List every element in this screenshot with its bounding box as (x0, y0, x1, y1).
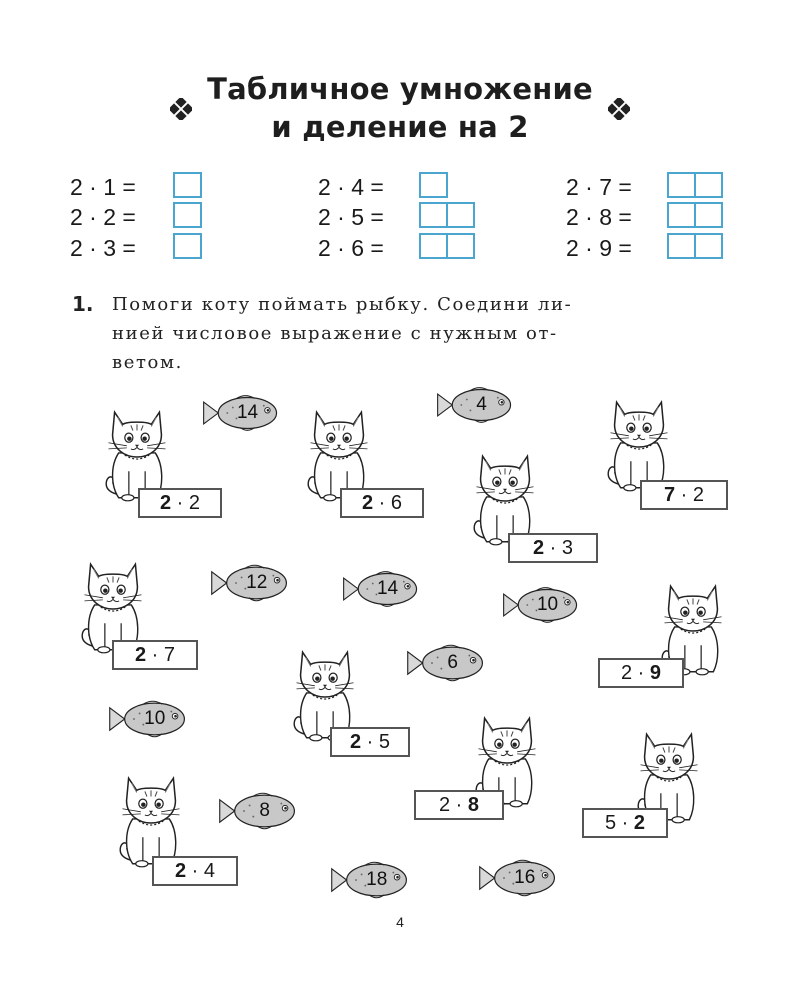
equation-expression: 2 · 3 = (70, 235, 136, 261)
answer-box[interactable] (419, 202, 475, 228)
fish-answer: 14 (376, 578, 399, 599)
expression-card[interactable] (152, 856, 238, 886)
fish-answer: 10 (536, 594, 559, 615)
card-operator: · (373, 492, 391, 514)
expression-card[interactable] (340, 488, 424, 518)
answer-box-divider (694, 204, 696, 226)
card-operand-1: 2 (159, 492, 172, 514)
expression-card[interactable] (640, 480, 728, 510)
page-number: 4 (396, 914, 404, 930)
card-operator: · (544, 537, 562, 559)
expression-card[interactable] (508, 533, 598, 563)
card-operand-2: 2 (692, 484, 705, 506)
card-operator: · (171, 492, 189, 514)
card-operand-1: 2 (620, 662, 633, 684)
card-operand-2: 8 (467, 794, 480, 816)
card-operand-2: 4 (203, 860, 216, 882)
answer-box-divider (694, 235, 696, 257)
fish-answer: 18 (366, 869, 388, 890)
fish-answer: 14 (236, 402, 259, 423)
equation-expression: 2 · 6 = (318, 235, 384, 261)
answer-box[interactable] (667, 202, 723, 228)
card-operator: · (361, 731, 379, 753)
answer-box[interactable] (667, 172, 723, 198)
card-operator: · (675, 484, 693, 506)
answer-box-divider (446, 235, 448, 257)
fish-answer: 8 (259, 800, 270, 821)
card-operand-1: 2 (174, 860, 187, 882)
card-operator: · (450, 794, 468, 816)
fish-answer: 16 (514, 867, 536, 888)
equation-expression: 2 · 7 = (566, 174, 632, 200)
card-operator: · (616, 812, 634, 834)
answer-box[interactable] (667, 233, 723, 259)
card-operand-1: 2 (438, 794, 451, 816)
expression-card[interactable] (112, 640, 198, 670)
expression-card[interactable] (330, 727, 410, 757)
equation-expression: 2 · 2 = (70, 204, 136, 230)
card-operand-1: 5 (604, 812, 617, 834)
expression-card[interactable] (138, 488, 222, 518)
answer-box[interactable] (419, 172, 448, 198)
equation-expression: 2 · 5 = (318, 204, 384, 230)
answer-box[interactable] (173, 172, 202, 198)
answer-box[interactable] (173, 202, 202, 228)
fish-answer: 6 (447, 652, 458, 673)
answer-box-divider (446, 204, 448, 226)
answer-box-divider (694, 174, 696, 196)
task-number: 1. (72, 292, 94, 316)
card-operand-2: 7 (163, 644, 176, 666)
card-operand-2: 6 (390, 492, 403, 514)
answer-box[interactable] (173, 233, 202, 259)
card-operand-2: 5 (378, 731, 391, 753)
card-operand-2: 9 (649, 662, 662, 684)
card-operand-1: 2 (349, 731, 362, 753)
card-operator: · (632, 662, 650, 684)
card-operand-1: 2 (134, 644, 147, 666)
expression-card[interactable] (598, 658, 684, 688)
card-operand-2: 3 (561, 537, 574, 559)
card-operand-1: 7 (663, 484, 676, 506)
card-operand-1: 2 (361, 492, 374, 514)
card-operator: · (186, 860, 204, 882)
card-operand-2: 2 (633, 812, 646, 834)
expression-card[interactable] (414, 790, 504, 820)
equation-expression: 2 · 8 = (566, 204, 632, 230)
expression-card[interactable] (582, 808, 668, 838)
task-line: ветом. (112, 352, 183, 373)
card-operand-2: 2 (188, 492, 201, 514)
equation-expression: 2 · 4 = (318, 174, 384, 200)
page-title: Табличное умножение (207, 72, 593, 106)
card-operator: · (146, 644, 164, 666)
fish-answer: 12 (246, 572, 268, 593)
equation-expression: 2 · 9 = (566, 235, 632, 261)
fish-answer: 4 (476, 394, 487, 415)
answer-box[interactable] (419, 233, 475, 259)
task-line: Помоги коту поймать рыбку. Соедини ли- (112, 294, 573, 315)
task-line: нией числовое выражение с нужным от- (112, 323, 558, 344)
equation-expression: 2 · 1 = (70, 174, 136, 200)
card-operand-1: 2 (532, 537, 545, 559)
page-subtitle: и деление на 2 (271, 110, 529, 144)
fish-answer: 10 (144, 708, 166, 729)
